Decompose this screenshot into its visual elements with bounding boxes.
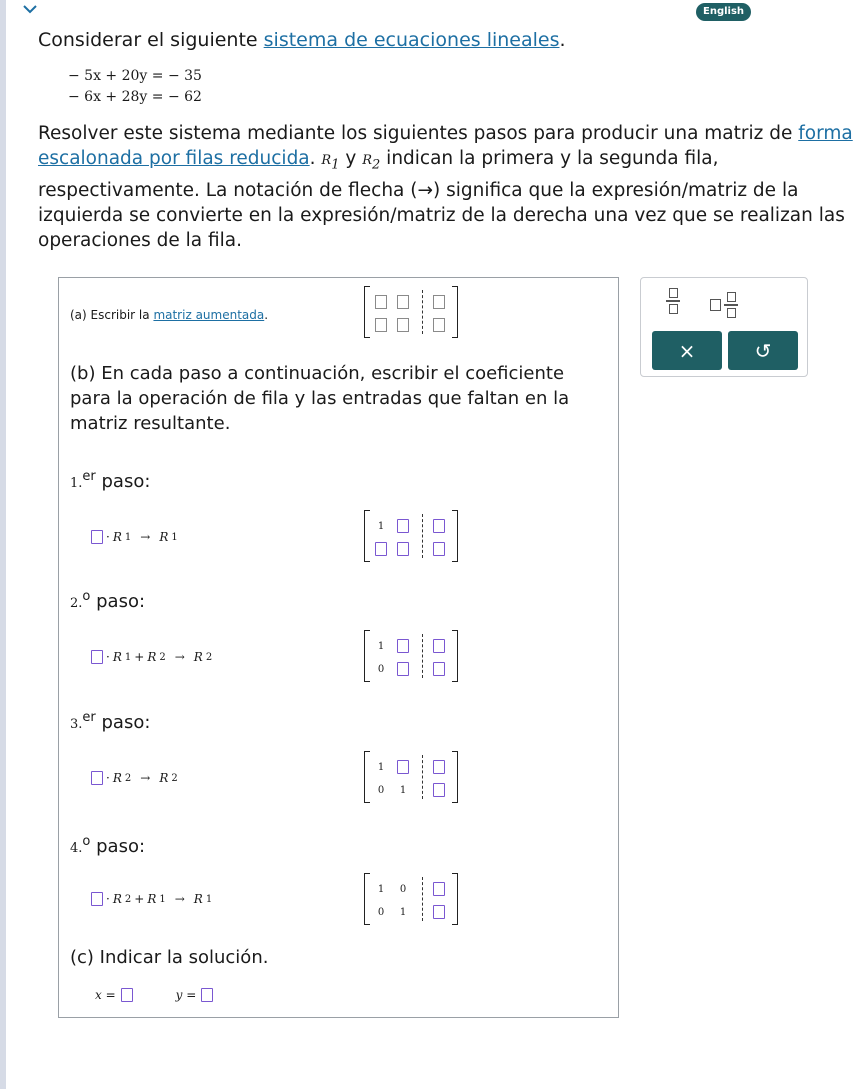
matrix-input[interactable] [397, 639, 409, 653]
matrix-input[interactable] [397, 662, 409, 676]
step-3-label: 3.$^{er}$ paso: [70, 710, 151, 733]
equation-2: − 6x + 28y = − 62 [68, 89, 202, 105]
chevron-down-icon[interactable] [3, 0, 57, 20]
result-matrix-2: 1 0 [364, 630, 458, 682]
step-4-label: 4.$^o$ paso: [70, 834, 146, 857]
matrix-input[interactable] [397, 542, 409, 556]
system-link[interactable]: sistema de ecuaciones lineales [263, 29, 560, 51]
instructions-paragraph: Resolver este sistema mediante los siguientes pasos para producir una matriz de forma escalonada por filas reducida. $R_1$ y $R_2$ indican la primera y la segunda fila, respectivamente. La notación de flecha (→) significa que la expresión/matriz de la izquierda se convierte en la expresión/matriz de la derecha una vez que se realizan las operaciones de la fila. [38, 123, 853, 251]
matrix-input[interactable] [433, 662, 445, 676]
row-operation-4: · R 2 + R 1 → R 1 [91, 892, 212, 906]
matrix-input[interactable] [397, 760, 409, 774]
augmented-matrix [364, 286, 458, 338]
left-rule [0, 0, 6, 1089]
fraction-icon[interactable] [666, 288, 680, 314]
result-matrix-1: 1 [364, 510, 458, 562]
matrix-input[interactable] [397, 295, 409, 309]
x-input[interactable] [121, 988, 133, 1002]
intro-sentence: Considerar el siguiente sistema de ecuaciones lineales. [38, 29, 566, 51]
step-1-label: 1.$^{er}$ paso: [70, 469, 151, 492]
y-input[interactable] [201, 988, 213, 1002]
mixed-number-icon[interactable] [710, 292, 738, 318]
coefficient-input[interactable] [91, 771, 103, 785]
result-matrix-3: 1 0 1 [364, 751, 458, 803]
matrix-input[interactable] [433, 542, 445, 556]
matrix-input[interactable] [433, 783, 445, 797]
part-b-text: (b) En cada paso a continuación, escribir el coeficiente para la operación de fila y las entradas que faltan en la matriz resultante. [70, 363, 570, 434]
rref-link[interactable]: forma escalonada por filas reducida [38, 123, 853, 169]
math-toolbar [640, 277, 808, 377]
equation-system [68, 66, 202, 108]
matrix-input[interactable] [433, 639, 445, 653]
matrix-input[interactable] [375, 295, 387, 309]
matrix-input[interactable] [433, 760, 445, 774]
coefficient-input[interactable] [91, 530, 103, 544]
equation-1: − 5x + 20y = − 35 [68, 68, 202, 84]
part-a-label: (a) Escribir la matriz aumentada. [70, 308, 269, 322]
answer-panel [58, 277, 619, 1018]
matrix-input[interactable] [375, 318, 387, 332]
matrix-input[interactable] [433, 882, 445, 896]
solution-row: x = y = [95, 988, 213, 1002]
row-operation-2: · R 1 + R 2 → R 2 [91, 650, 212, 664]
step-2-label: 2.$^o$ paso: [70, 589, 146, 612]
clear-button[interactable]: × [652, 331, 722, 370]
undo-button[interactable]: ↺ [728, 331, 798, 370]
augmented-matrix-link[interactable]: matriz aumentada [153, 308, 265, 322]
row-operation-1: · R 1 → R 1 [91, 530, 178, 544]
matrix-input[interactable] [433, 519, 445, 533]
matrix-input[interactable] [397, 519, 409, 533]
matrix-input[interactable] [433, 905, 445, 919]
result-matrix-4: 1 0 0 1 [364, 873, 458, 925]
part-c-text: (c) Indicar la solución. [70, 947, 269, 968]
language-button[interactable]: English [696, 3, 751, 21]
matrix-input[interactable] [397, 318, 409, 332]
matrix-input[interactable] [433, 295, 445, 309]
matrix-input[interactable] [375, 542, 387, 556]
coefficient-input[interactable] [91, 650, 103, 664]
matrix-input[interactable] [433, 318, 445, 332]
coefficient-input[interactable] [91, 892, 103, 906]
row-operation-3: · R 2 → R 2 [91, 771, 178, 785]
